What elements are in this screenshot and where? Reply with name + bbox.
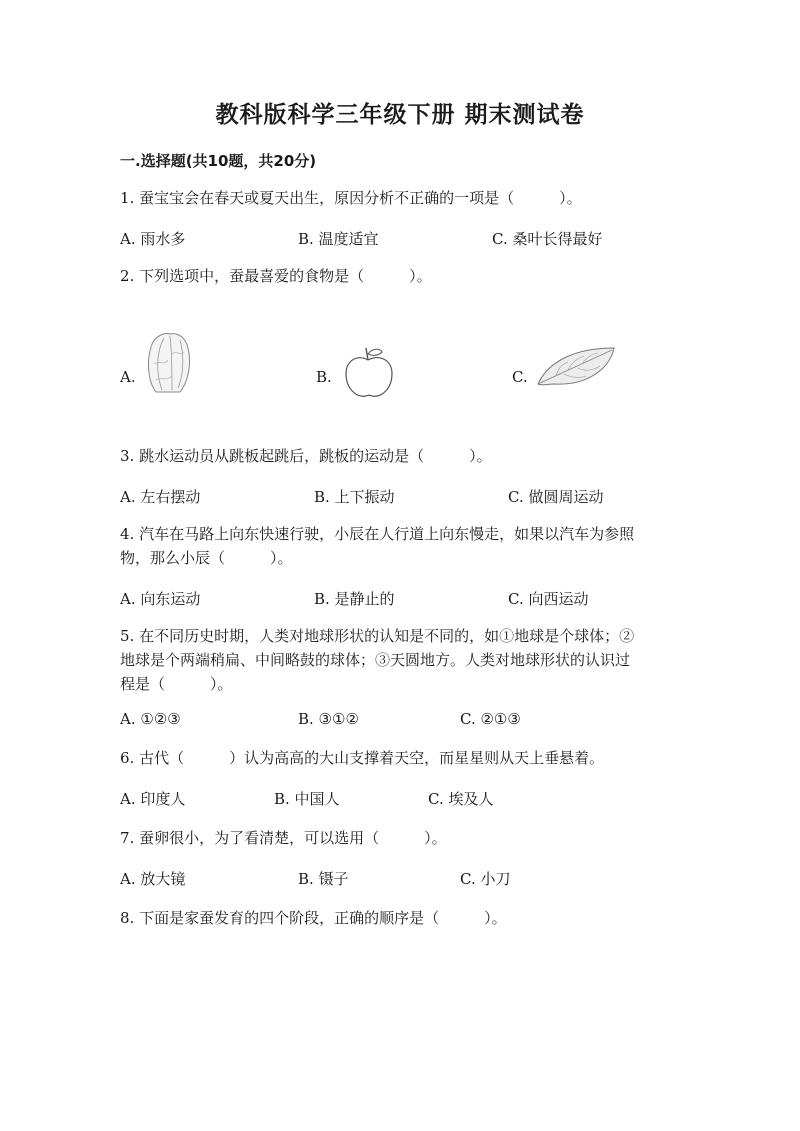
apple-icon [340,344,396,400]
q5-option-b: B. ③①② [298,710,359,728]
q7-option-c: C. 小刀 [460,870,511,888]
question-4-line-2: 物，那么小辰（ ）。 [120,549,293,567]
question-5-line-1: 5. 在不同历史时期，人类对地球形状的认知是不同的，如①地球是个球体；② [120,627,635,645]
q6-option-a: A. 印度人 [120,790,186,808]
q4-option-a: A. 向东运动 [120,590,201,608]
question-5-line-3: 程是（ ）。 [120,675,233,693]
question-5-line-2: 地球是个两端稍扁、中间略鼓的球体；③天圆地方。人类对地球形状的认识过 [120,651,631,669]
q2-option-a: A. [120,368,136,386]
q7-option-b: B. 镊子 [298,870,349,888]
q3-option-c: C. 做圆周运动 [508,488,604,506]
q4-option-b: B. 是静止的 [314,590,395,608]
q2-option-c: C. [512,368,528,386]
q5-option-a: A. ①②③ [120,710,181,728]
q3-option-b: B. 上下振动 [314,488,395,506]
question-4-line-1: 4. 汽车在马路上向东快速行驶，小辰在人行道上向东慢走，如果以汽车为参照 [120,525,635,543]
q7-option-a: A. 放大镜 [120,870,186,888]
question-1: 1. 蚕宝宝会在春天或夏天出生，原因分析不正确的一项是（ ）。 [120,189,582,207]
page-title: 教科版科学三年级下册 期末测试卷 [215,102,585,128]
q6-option-c: C. 埃及人 [428,790,494,808]
question-6: 6. 古代（ ）认为高高的大山支撑着天空，而星星则从天上垂悬着。 [120,749,605,767]
q1-option-c: C. 桑叶长得最好 [492,230,603,248]
q1-option-a: A. 雨水多 [120,230,186,248]
q4-option-c: C. 向西运动 [508,590,589,608]
q2-option-b: B. [316,368,332,386]
cabbage-icon [142,330,194,396]
section-heading: 一.选择题(共10题，共20分) [120,152,317,170]
q6-option-b: B. 中国人 [274,790,340,808]
q5-option-c: C. ②①③ [460,710,521,728]
q3-option-a: A. 左右摆动 [120,488,201,506]
question-3: 3. 跳水运动员从跳板起跳后，跳板的运动是（ ）。 [120,447,492,465]
question-7: 7. 蚕卵很小，为了看清楚，可以选用（ ）。 [120,829,447,847]
question-2: 2. 下列选项中，蚕最喜爱的食物是（ ）。 [120,267,432,285]
question-8: 8. 下面是家蚕发育的四个阶段，正确的顺序是（ ）。 [120,909,507,927]
leaf-icon [534,344,618,390]
q1-option-b: B. 温度适宜 [298,230,379,248]
